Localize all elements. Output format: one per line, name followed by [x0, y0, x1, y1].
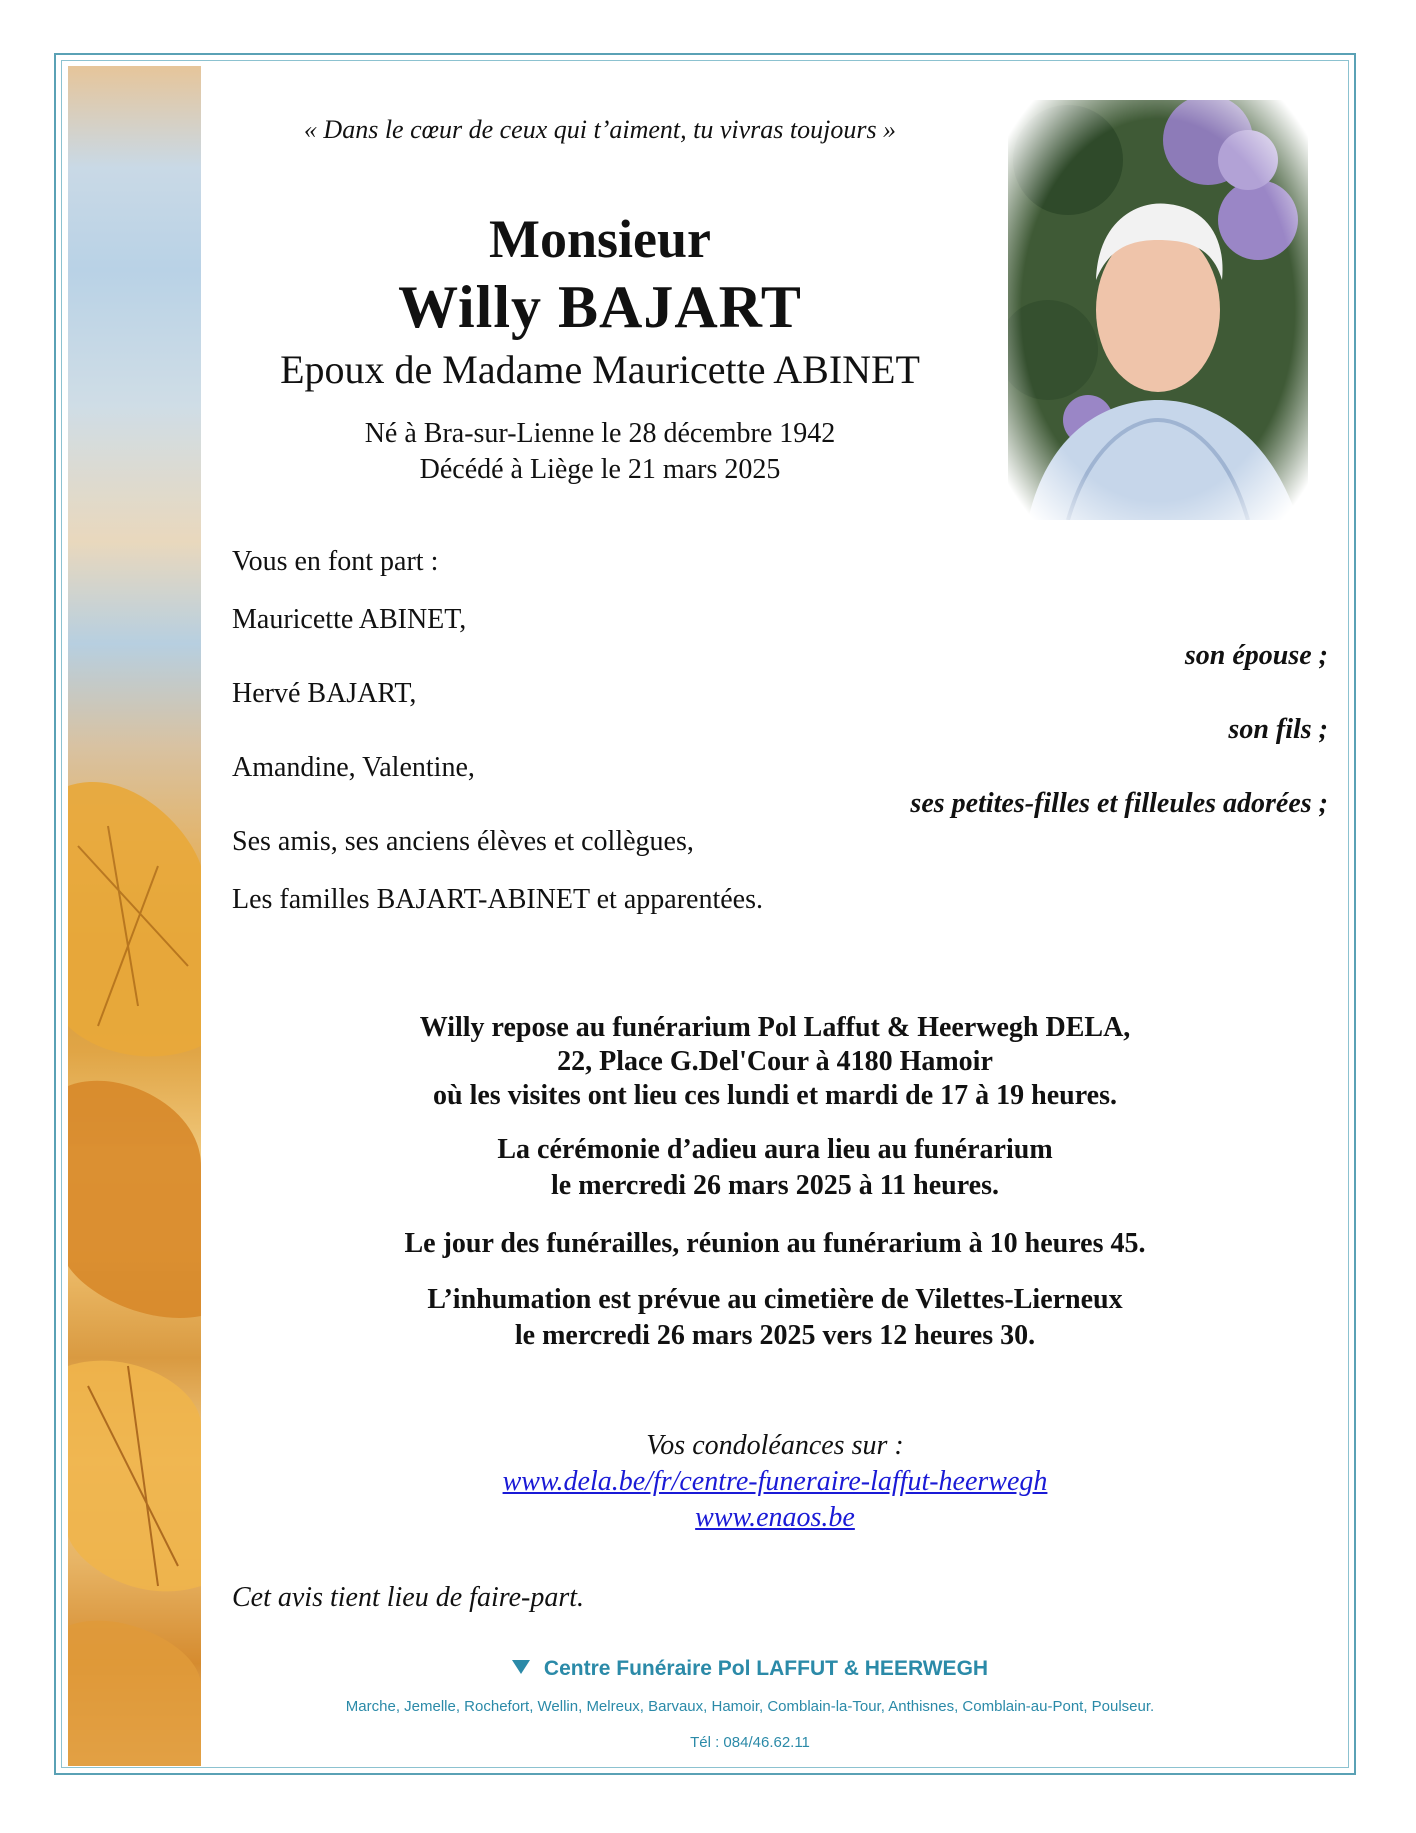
burial-line: L’inhumation est prévue au cimetière de Vilettes-Lierneux [427, 1284, 1123, 1315]
family-relation: son épouse ; [1184, 640, 1328, 671]
footer-brand [200, 1657, 1300, 1681]
death-line: Décédé à Liège le 21 mars 2025 [419, 454, 781, 485]
condolences-link-dela[interactable]: www.dela.be/fr/centre-funeraire-laffut-heerwegh [502, 1466, 1048, 1497]
family-name: Amandine, Valentine, [232, 752, 475, 783]
honorific: Monsieur [489, 209, 711, 269]
visitation-line: Willy repose au funérarium Pol Laffut & Heerwegh DELA, [419, 1012, 1131, 1043]
spouse-line: Epoux de Madame Mauricette ABINET [280, 347, 920, 392]
footer-brand-text: Centre Funéraire Pol LAFFUT & HEERWEGH [543, 1657, 989, 1680]
family-relation: ses petites-filles et filleules adorées ; [910, 788, 1328, 819]
condolences-label: Vos condoléances sur : [646, 1430, 904, 1461]
ceremony-line: le mercredi 26 mars 2025 à 11 heures. [551, 1170, 999, 1201]
footer-locations: Marche, Jemelle, Rochefort, Wellin, Melreux, Barvaux, Hamoir, Comblain-la-Tour, Anthisnes, Comblain-au-Pont, Poulseur. [345, 1698, 1155, 1715]
family-name: Mauricette ABINET, [232, 604, 467, 635]
visitation-line: 22, Place G.Del'Cour à 4180 Hamoir [557, 1046, 993, 1077]
birth-line: Né à Bra-sur-Lienne le 28 décembre 1942 [364, 418, 836, 449]
notice-note: Cet avis tient lieu de faire-part. [232, 1582, 585, 1613]
condolences-link-enaos[interactable]: www.enaos.be [695, 1502, 855, 1533]
family-name: Hervé BAJART, [232, 678, 417, 709]
triangle-down-icon [512, 1660, 530, 1674]
meeting-line: Le jour des funérailles, réunion au funérarium à 10 heures 45. [404, 1228, 1146, 1259]
burial-line: le mercredi 26 mars 2025 vers 12 heures 30. [514, 1320, 1036, 1351]
memorial-quote: « Dans le cœur de ceux qui t’aiment, tu vivras toujours » [303, 115, 897, 144]
announce-text: Vous en font part : [232, 546, 439, 577]
others-line: Ses amis, ses anciens élèves et collègues, [232, 826, 694, 857]
portrait-photo [1008, 100, 1308, 520]
family-relation: son fils ; [1228, 714, 1328, 745]
autumn-leaves-image [68, 66, 201, 1766]
footer-phone: Tél : 084/46.62.11 [690, 1734, 810, 1751]
others-line: Les familles BAJART-ABINET et apparentées. [232, 884, 763, 915]
visitation-line: où les visites ont lieu ces lundi et mardi de 17 à 19 heures. [433, 1080, 1117, 1111]
ceremony-line: La cérémonie d’adieu aura lieu au funérarium [497, 1134, 1053, 1165]
deceased-name: Willy BAJART [398, 274, 802, 340]
